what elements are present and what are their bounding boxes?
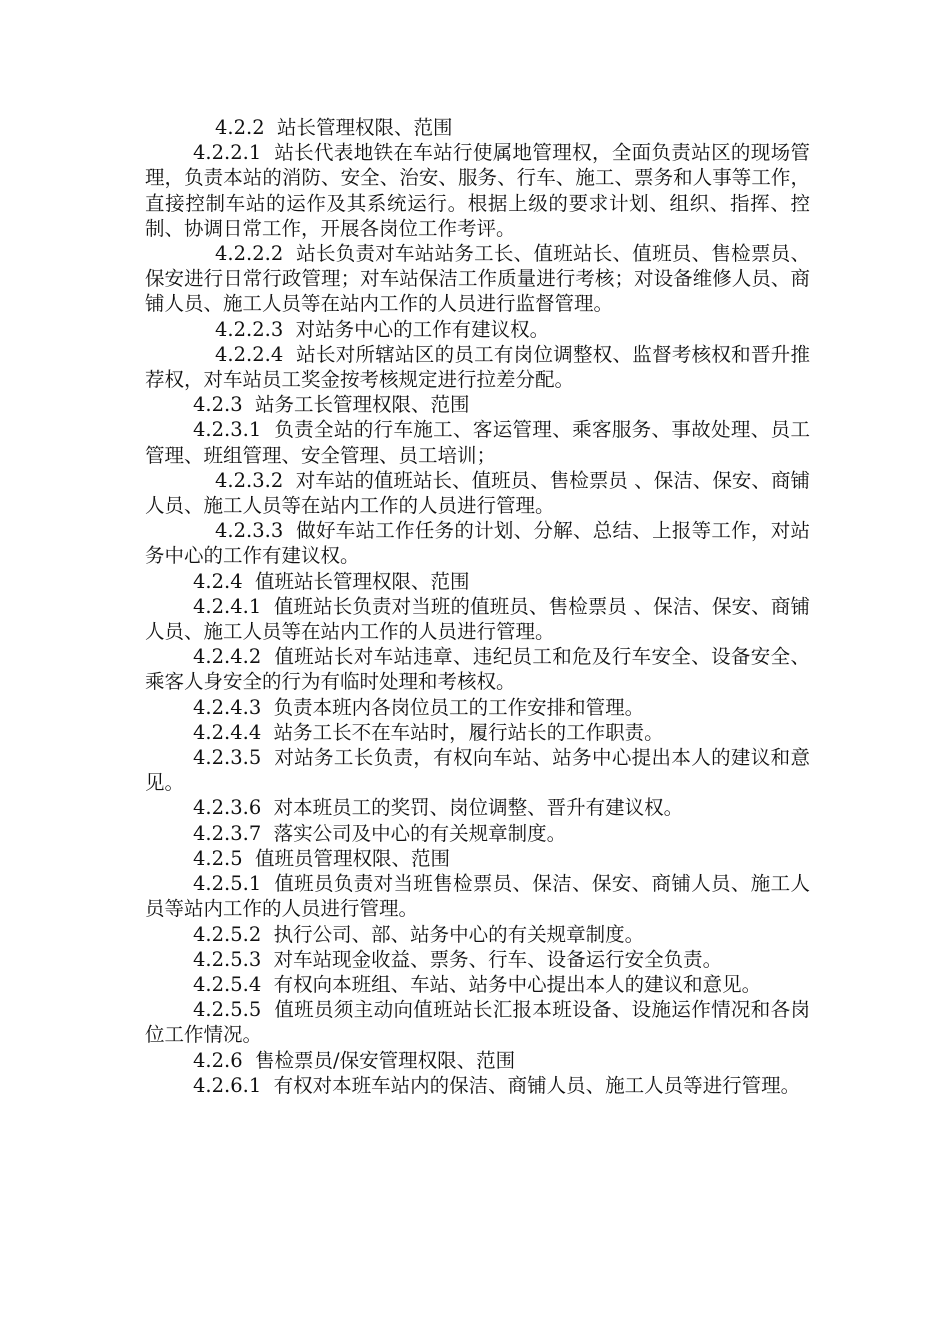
clause-4-2-5-2: 4.2.5.2 执行公司、部、站务中心的有关规章制度。 (193, 922, 645, 946)
clause-4-2-3-2: 4.2.3.2 对车站的值班站长、值班员、售检票员 、保洁、保安、商铺人员、施工人员等在站内工作的人员进行管理。 (145, 468, 810, 518)
clause-4-2-4-1: 4.2.4.1 值班站长负责对当班的值班员、售检票员 、保洁、保安、商铺人员、施工人员等在站内工作的人员进行管理。 (145, 594, 810, 644)
clause-4-2-2-4: 4.2.2.4 站长对所辖站区的员工有岗位调整权、监督考核权和晋升推荐权，对车站员工奖金按考核规定进行拉差分配。 (145, 342, 810, 392)
clause-4-2-5-3: 4.2.5.3 对车站现金收益、票务、行车、设备运行安全负责。 (193, 947, 723, 971)
section-heading-4-2-3: 4.2.3 站务工长管理权限、范围 (193, 393, 470, 417)
clause-4-2-2-3: 4.2.2.3 对站务中心的工作有建议权。 (215, 317, 550, 341)
clause-4-2-3-6: 4.2.3.6 对本班员工的奖罚、岗位调整、晋升有建议权。 (193, 796, 684, 820)
clause-4-2-4-2: 4.2.4.2 值班站长对车站违章、违纪员工和危及行车安全、设备安全、乘客人身安全的行为有临时处理和考核权。 (145, 645, 810, 694)
document-body (145, 115, 810, 1098)
clause-4-2-5-1: 4.2.5.1 值班员负责对当班售检票员、保洁、保安、商铺人员、施工人员等站内工作的人员进行管理。 (145, 872, 810, 921)
clause-4-2-5-4: 4.2.5.4 有权向本班组、车站、站务中心提出本人的建议和意见。 (193, 972, 762, 996)
section-heading-4-2-5: 4.2.5 值班员管理权限、范围 (193, 846, 451, 870)
clause-4-2-6-1: 4.2.6.1 有权对本班车站内的保洁、商铺人员、施工人员等进行管理。 (193, 1073, 801, 1097)
clause-4-2-3-5: 4.2.3.5 对站务工长负责，有权向车站、站务中心提出本人的建议和意见。 (145, 746, 810, 795)
clause-4-2-2-2: 4.2.2.2 站长负责对车站站务工长、值班站长、值班员、售检票员、保安进行日常行政管理；对车站保洁工作质量进行考核；对设备维修人员、商铺人员、施工人员等在站内工作的人员进行监督管理。 (145, 242, 810, 316)
section-heading-4-2-6: 4.2.6 售检票员/保安管理权限、范围 (193, 1048, 516, 1072)
clause-4-2-5-5: 4.2.5.5 值班员须主动向值班站长汇报本班设备、设施运作情况和各岗位工作情况。 (145, 998, 810, 1047)
clause-4-2-3-3: 4.2.3.3 做好车站工作任务的计划、分解、总结、上报等工作，对站务中心的工作有建议权。 (145, 519, 810, 568)
clause-4-2-3-1: 4.2.3.1 负责全站的行车施工、客运管理、乘客服务、事故处理、员工管理、班组管理、安全管理、员工培训； (145, 418, 810, 467)
clause-4-2-4-3: 4.2.4.3 负责本班内各岗位员工的工作安排和管理。 (193, 695, 645, 719)
clause-4-2-4-4: 4.2.4.4 站务工长不在车站时，履行站长的工作职责。 (193, 720, 664, 744)
section-heading-4-2-4: 4.2.4 值班站长管理权限、范围 (193, 569, 470, 593)
clause-4-2-2-1: 4.2.2.1 站长代表地铁在车站行使属地管理权，全面负责站区的现场管理，负责本站的消防、安全、治安、服务、行车、施工、票务和人事等工作，直接控制车站的运作及其系统运行。根据上级的要求计划、组织、指挥、控制、协调日常工作，开展各岗位工作考评。 (145, 141, 810, 240)
section-heading-4-2-2: 4.2.2 站长管理权限、范围 (215, 116, 453, 139)
clause-4-2-3-7: 4.2.3.7 落实公司及中心的有关规章制度。 (193, 821, 567, 845)
